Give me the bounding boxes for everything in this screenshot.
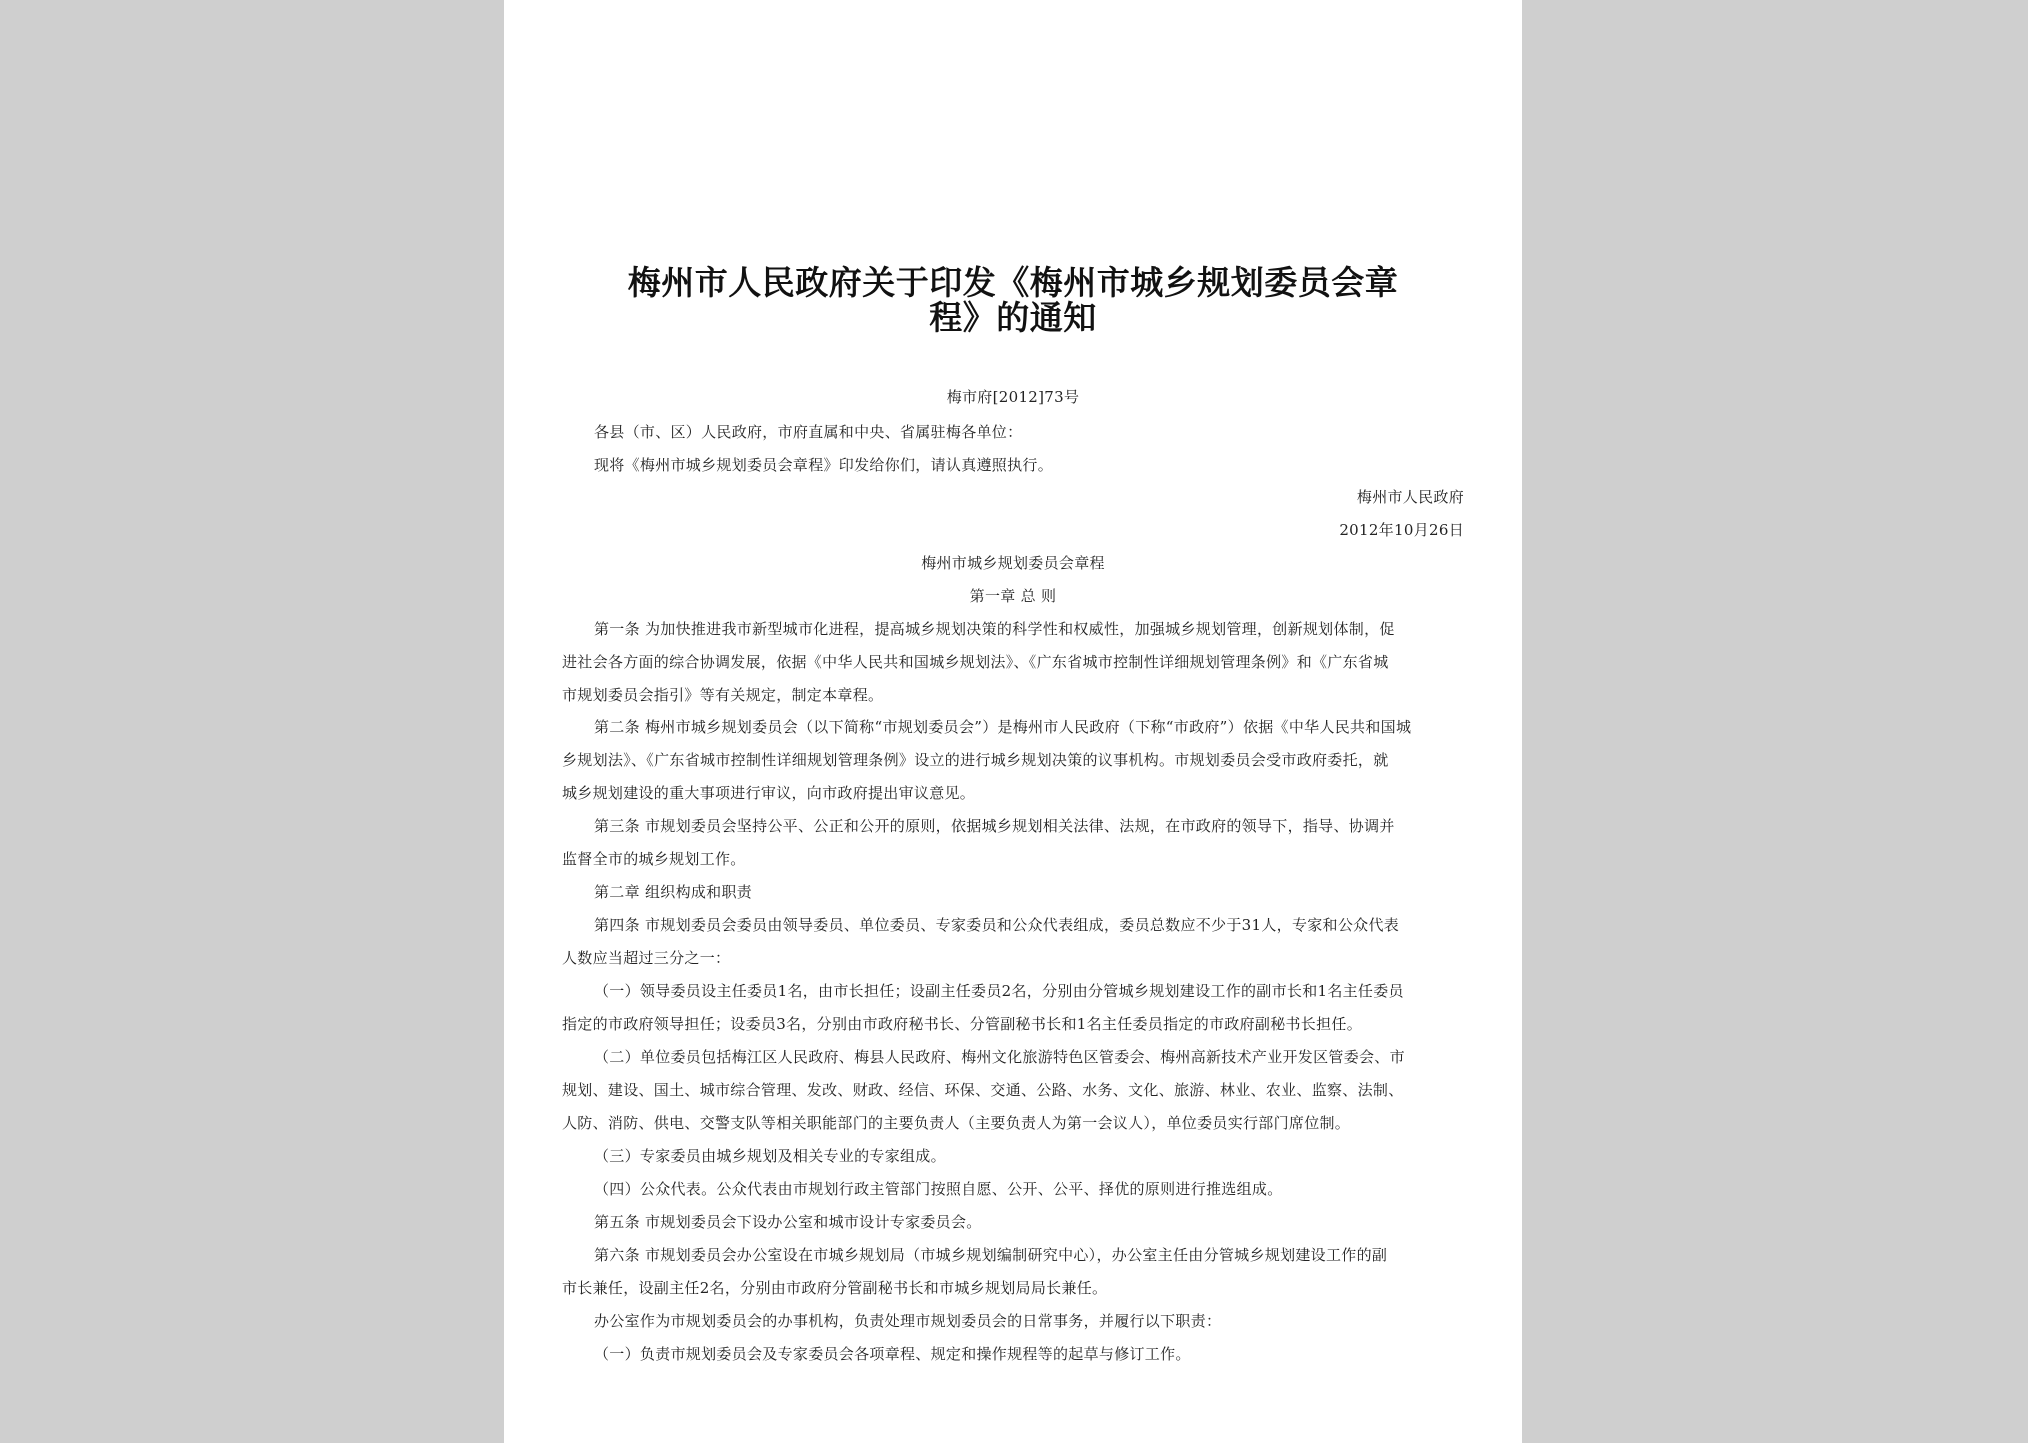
body-line: （二）单位委员包括梅江区人民政府、梅县人民政府、梅州文化旅游特色区管委会、梅州高新技术产业开发区管委会、市 (594, 1048, 1405, 1066)
body-line: 指定的市政府领导担任；设委员3名，分别由市政府秘书长、分管副秘书长和1名主任委员指定的市政府副秘书长担任。 (562, 1015, 1362, 1033)
body-line: 第一条 为加快推进我市新型城市化进程，提高城乡规划决策的科学性和权威性，加强城乡规划管理，创新规划体制，促 (594, 620, 1395, 638)
issue-date: 2012年10月26日 (1339, 521, 1464, 539)
body-line: 第二条 梅州市城乡规划委员会（以下简称“市规划委员会”）是梅州市人民政府（下称“市政府”）依据《中华人民共和国城 (594, 718, 1412, 736)
recipients-line: 各县（市、区）人民政府，市府直属和中央、省属驻梅各单位： (594, 423, 1023, 441)
body-line: 进社会各方面的综合协调发展，依据《中华人民共和国城乡规划法》、《广东省城市控制性详细规划管理条例》和《广东省城 (562, 653, 1389, 671)
document-title-line-2: 程》的通知 (929, 298, 1097, 337)
body-line: （一）负责市规划委员会及专家委员会各项章程、规定和操作规程等的起草与修订工作。 (594, 1345, 1191, 1363)
chapter-1-heading: 第一章 总 则 (969, 587, 1057, 605)
body-line: 规划、建设、国土、城市综合管理、发改、财政、经信、环保、交通、公路、水务、文化、旅游、林业、农业、监察、法制、 (562, 1081, 1404, 1099)
document-number: 梅市府[2012]73号 (946, 388, 1080, 406)
body-line: 市规划委员会指引》等有关规定，制定本章程。 (562, 686, 884, 704)
body-line: （一）领导委员设主任委员1名，由市长担任；设副主任委员2名，分别由分管城乡规划建设工作的副市长和1名主任委员 (594, 982, 1404, 1000)
body-line: 乡规划法》、《广东省城市控制性详细规划管理条例》设立的进行城乡规划决策的议事机构。市规划委员会受市政府委托，就 (562, 751, 1389, 769)
chapter-2-heading: 第二章 组织构成和职责 (594, 883, 753, 901)
body-line: （三）专家委员由城乡规划及相关专业的专家组成。 (594, 1147, 946, 1165)
body-line: 城乡规划建设的重大事项进行审议，向市政府提出审议意见。 (562, 784, 976, 802)
body-line: 第三条 市规划委员会坚持公平、公正和公开的原则，依据城乡规划相关法律、法规，在市政府的领导下，指导、协调并 (594, 817, 1395, 835)
body-line: 第六条 市规划委员会办公室设在市城乡规划局（市城乡规划编制研究中心），办公室主任由分管城乡规划建设工作的副 (594, 1246, 1388, 1264)
body-line: 第五条 市规划委员会下设办公室和城市设计专家委员会。 (594, 1213, 982, 1231)
document-title-line-1: 梅州市人民政府关于印发《梅州市城乡规划委员会章 (627, 263, 1399, 302)
body-line: （四）公众代表。公众代表由市规划行政主管部门按照自愿、公开、公平、择优的原则进行推选组成。 (594, 1180, 1283, 1198)
issuer-name: 梅州市人民政府 (1356, 488, 1464, 506)
body-line: 办公室作为市规划委员会的办事机构，负责处理市规划委员会的日常事务，并履行以下职责： (594, 1312, 1222, 1330)
body-line: 第四条 市规划委员会委员由领导委员、单位委员、专家委员和公众代表组成，委员总数应不少于31人，专家和公众代表 (594, 916, 1400, 934)
document-page (504, 0, 1522, 1443)
body-line: 市长兼任，设副主任2名，分别由市政府分管副秘书长和市城乡规划局局长兼任。 (562, 1279, 1108, 1297)
intro-line: 现将《梅州市城乡规划委员会章程》印发给你们，请认真遵照执行。 (594, 456, 1054, 474)
body-line: 人防、消防、供电、交警支队等相关职能部门的主要负责人（主要负责人为第一会议人），单位委员实行部门席位制。 (562, 1114, 1351, 1132)
body-line: 人数应当超过三分之一： (562, 949, 731, 967)
charter-title: 梅州市城乡规划委员会章程 (921, 554, 1105, 572)
body-line: 监督全市的城乡规划工作。 (562, 850, 746, 868)
